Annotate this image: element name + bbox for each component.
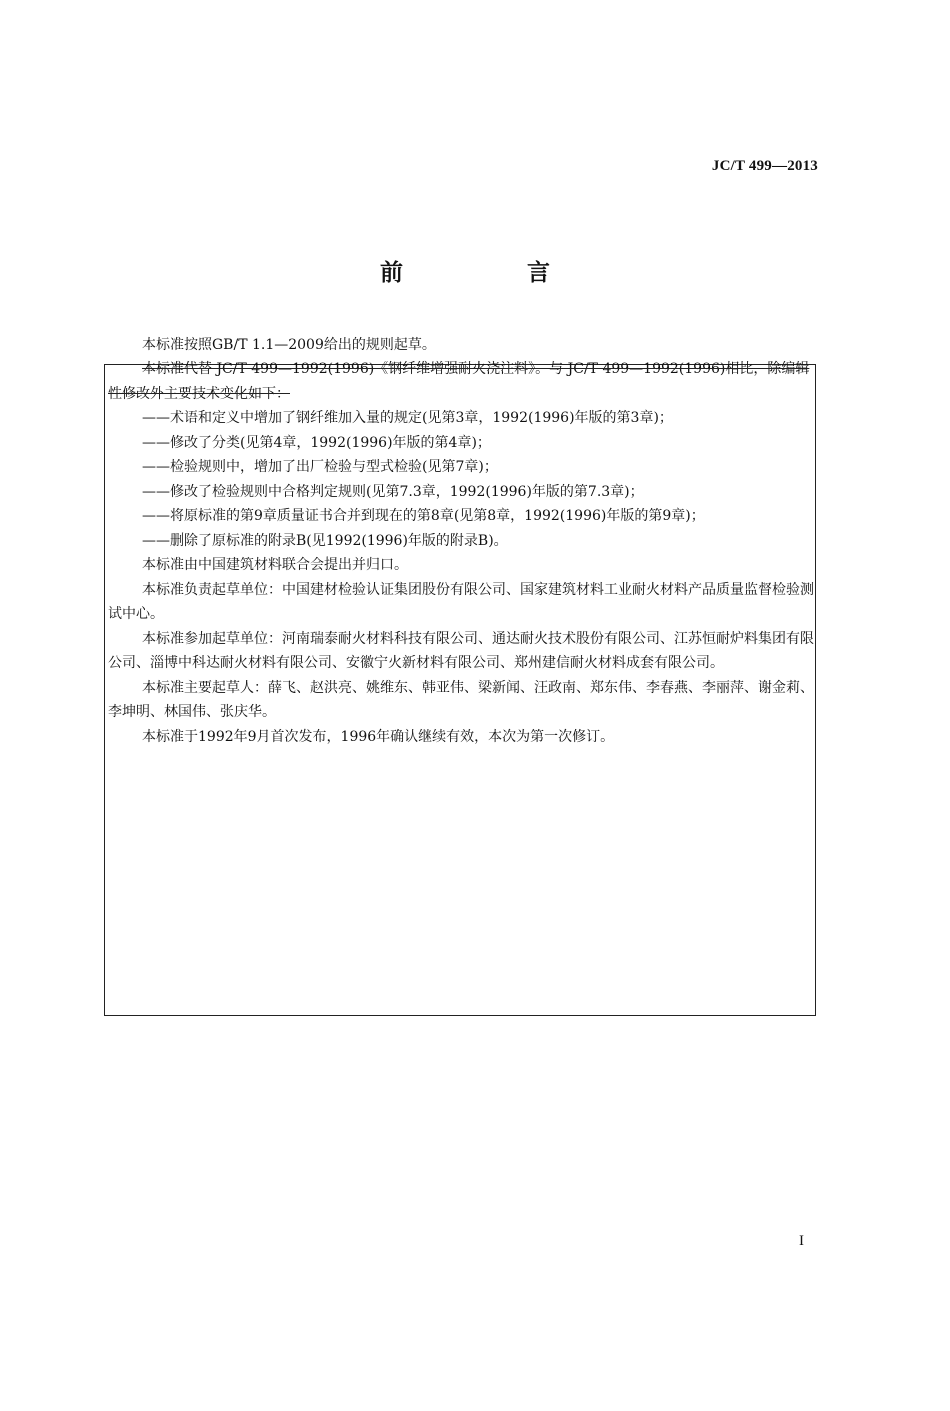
- change-item: ——检验规则中，增加了出厂检验与型式检验(见第7章)；: [142, 459, 498, 475]
- page-title: 前 言: [379, 259, 608, 286]
- paragraph-lead-drafter: 本标准负责起草单位：中国建材检验认证集团股份有限公司、国家建筑材料工业耐火材料产品质量监督检验测试中心。: [108, 581, 814, 622]
- page-number: I: [799, 1233, 804, 1249]
- change-item: ——术语和定义中增加了钢纤维加入量的规定(见第3章，1992(1996)年版的第3章)；: [142, 410, 673, 426]
- paragraph-replacement: [108, 357, 820, 406]
- paragraph-history: 本标准于1992年9月首次发布，1996年确认继续有效，本次为第一次修订。: [142, 728, 615, 745]
- paragraph-main-drafters: 本标准主要起草人：薛飞、赵洪亮、姚维东、韩亚伟、梁新闻、汪政南、郑东伟、李春燕、李丽萍、谢金莉、李坤明、林国伟、张庆华。: [108, 679, 814, 720]
- change-item: ——修改了分类(见第4章，1992(1996)年版的第4章)；: [142, 434, 491, 451]
- content-body: [108, 357, 820, 749]
- replacement-text: 本标准代替 JC/T 499—1992(1996)《钢纤维增强耐火浇注料》。与 JC/T 499—1992(1996)相比，除编辑性修改外主要技术变化如下：: [108, 361, 810, 402]
- paragraph-drafting-rules: 本标准按照GB/T 1.1—2009给出的规则起草。: [142, 337, 436, 353]
- change-item: ——删除了原标准的附录B(见1992(1996)年版的附录B)。: [142, 532, 508, 549]
- change-item: ——修改了检验规则中合格判定规则(见第7.3章，1992(1996)年版的第7.3章)；: [142, 483, 644, 500]
- paragraph-proposer: 本标准由中国建筑材料联合会提出并归口。: [142, 557, 408, 573]
- document-code: JC/T 499—2013: [711, 158, 818, 174]
- change-item: ——将原标准的第9章质量证书合并到现在的第8章(见第8章，1992(1996)年版的第9章)；: [142, 508, 705, 524]
- paragraph-participating-drafters: 本标准参加起草单位：河南瑞泰耐火材料科技有限公司、通达耐火技术股份有限公司、江苏恒耐炉料集团有限公司、淄博中科达耐火材料有限公司、安徽宁火新材料有限公司、郑州建信耐火材料成套有限公司。: [108, 630, 814, 671]
